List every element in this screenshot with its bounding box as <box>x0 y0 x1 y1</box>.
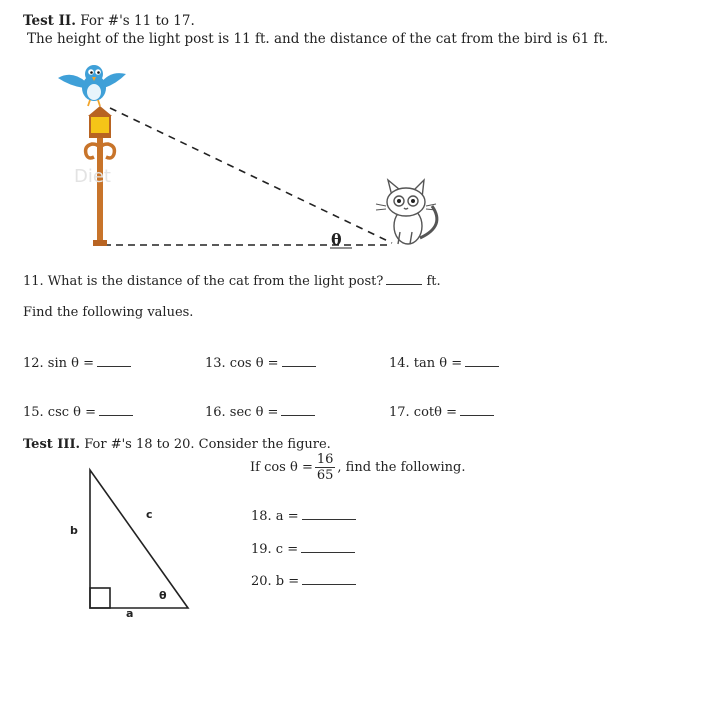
question-19 <box>251 541 355 557</box>
given-prefix: If cos θ = <box>250 460 313 475</box>
q11-text: 11. What is the distance of the cat from the light post? <box>23 274 384 289</box>
triangle-label-b: b <box>70 524 78 537</box>
q15-label: 15. csc θ = <box>23 405 97 420</box>
figure1-theta: θ <box>331 230 342 249</box>
q16-label: 16. sec θ = <box>205 405 279 420</box>
q18-answer-blank[interactable] <box>302 508 356 520</box>
given-suffix: , find the following. <box>337 460 466 475</box>
test2-range: For #'s 11 to 17. <box>80 13 195 29</box>
q12-label: 12. sin θ = <box>23 356 94 371</box>
given-denominator: 65 <box>316 468 334 483</box>
q18-label: 18. a = <box>251 509 299 524</box>
test3-text: For #'s 18 to 20. Consider the figure. <box>84 437 331 452</box>
q17-label: 17. cotθ = <box>389 405 457 420</box>
q20-answer-blank[interactable] <box>302 573 356 585</box>
right-angle-marker <box>90 588 110 608</box>
test2-heading: Test II. <box>23 13 76 29</box>
q20-label: 20. b = <box>251 574 300 589</box>
test2-description: The height of the light post is 11 ft. and the distance of the cat from the bird is 61 ft. <box>27 31 609 47</box>
q13-label: 13. cos θ = <box>205 356 279 371</box>
triangle-label-theta: θ <box>159 589 167 602</box>
test3-heading: Test III. <box>23 437 81 452</box>
question-20 <box>251 573 356 589</box>
q19-answer-blank[interactable] <box>301 541 355 553</box>
post-watermark: Diet <box>74 166 111 187</box>
triangle-label-a: a <box>126 607 134 620</box>
given-numerator: 16 <box>316 452 334 467</box>
triangle-label-c: c <box>146 508 153 521</box>
q19-label: 19. c = <box>251 542 299 557</box>
find-values-text: Find the following values. <box>23 305 194 320</box>
question-18 <box>251 508 356 524</box>
q11-unit: ft. <box>426 274 441 289</box>
q14-label: 14. tan θ = <box>389 356 463 371</box>
